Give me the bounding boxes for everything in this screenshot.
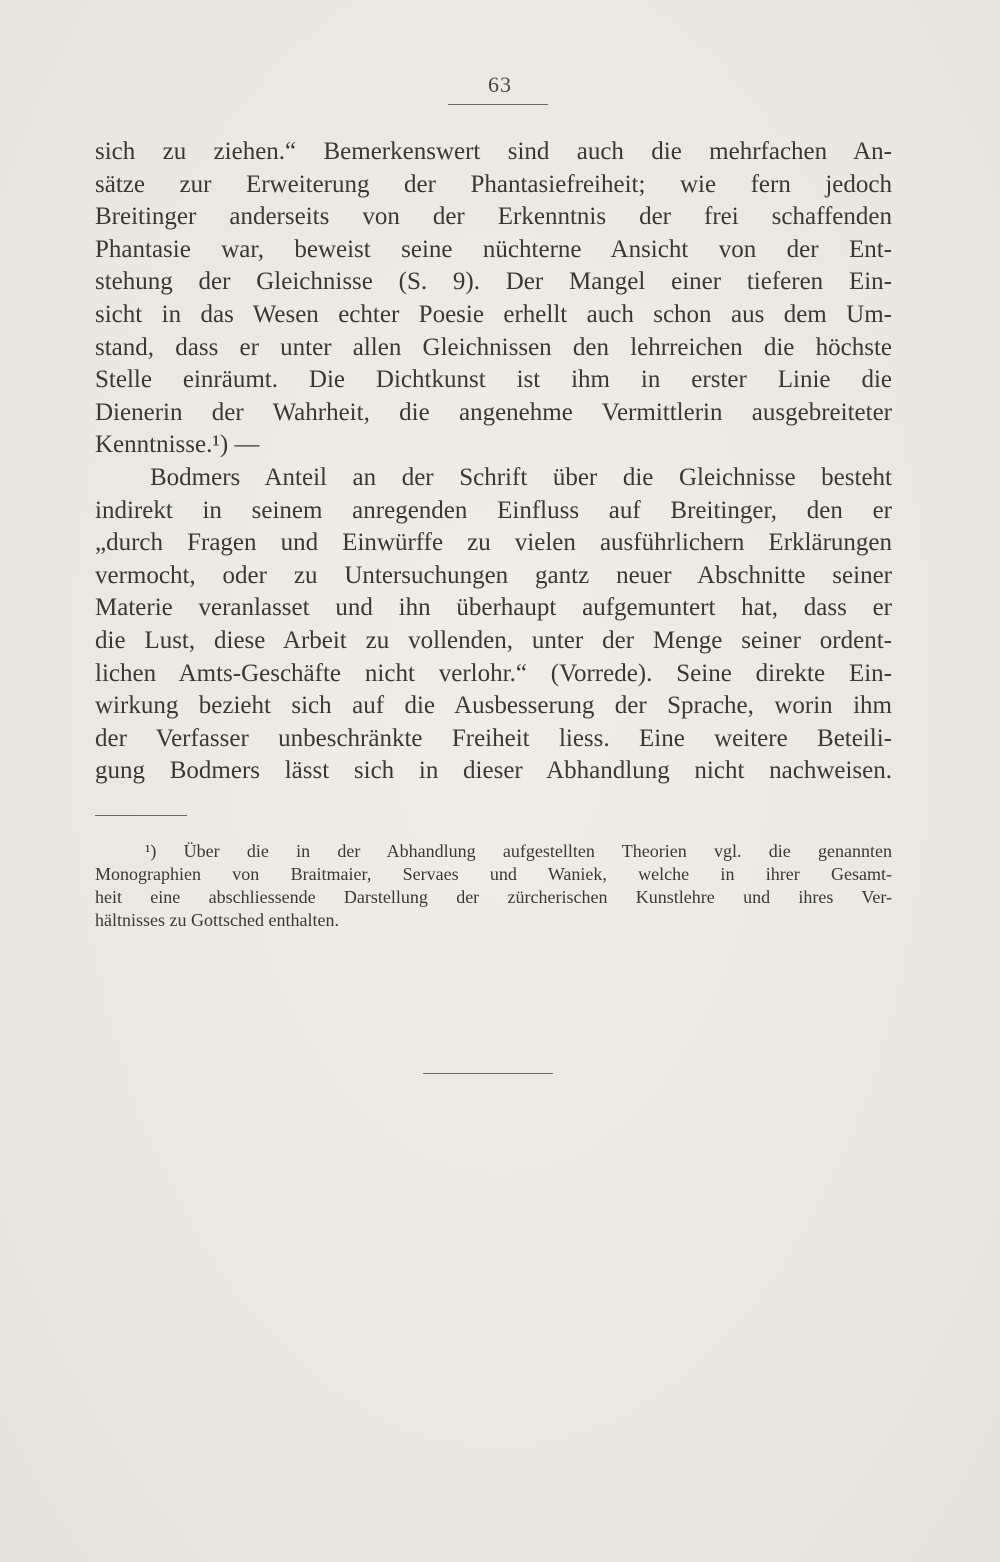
text-line: stand, dass er unter allen Gleichnissen den lehrreichen die höchste [95,333,892,361]
paragraph-1 [95,136,892,462]
text-line: gung Bodmers lässt sich in dieser Abhandlung nicht nachweisen. [95,757,892,785]
text-line: der Verfasser unbeschränkte Freiheit liess. Eine weitere Beteili- [95,724,892,752]
footnote-line: heit eine abschliessende Darstellung der zürcherischen Kunstlehre und ihres Ver- [95,887,892,907]
footnote [95,840,892,932]
text-line: Phantasie war, beweist seine nüchterne Ansicht von der Ent- [95,235,892,263]
text-line: sich zu ziehen.“ Bemerkenswert sind auch die mehrfachen An- [95,138,892,165]
text-line: lichen Amts-Geschäfte nicht verlohr.“ (Vorrede). Seine direkte Ein- [95,659,892,687]
footnote-line: hältnisses zu Gottsched enthalten. [95,910,339,930]
text-line: vermocht, oder zu Untersuchungen gantz neuer Abschnitte seiner [95,561,892,589]
footnote-line: Monographien von Braitmaier, Servaes und Waniek, welche in ihrer Gesamt- [95,864,892,884]
text-line: die Lust, diese Arbeit zu vollenden, unter der Menge seiner ordent- [95,626,892,654]
end-rule [423,1073,553,1074]
text-line: Stelle einräumt. Die Dichtkunst ist ihm in erster Linie die [95,366,892,394]
footnote-rule [95,815,187,816]
text-line: sicht in das Wesen echter Poesie erhellt auch schon aus dem Um- [95,300,892,328]
text-line: „durch Fragen und Einwürffe zu vielen ausführlichern Erklärungen [95,529,892,557]
text-line: sätze zur Erweiterung der Phantasiefreiheit; wie fern jedoch [95,170,892,198]
body-text [95,136,892,788]
text-line: wirkung bezieht sich auf die Ausbesserung der Sprache, worin ihm [95,692,892,720]
footnote-line: ¹) Über die in der Abhandlung aufgestellten Theorien vgl. die genannten [145,841,892,861]
text-line: Materie veranlasset und ihn überhaupt aufgemuntert hat, dass er [95,594,892,622]
paragraph-2 [95,462,892,788]
text-line: indirekt in seinem anregenden Einfluss auf Breitinger, den er [95,496,892,524]
text-line: Dienerin der Wahrheit, die angenehme Vermittlerin ausgebreiteter [95,398,892,426]
page-number: 63 [488,72,512,97]
text-line: Bodmers Anteil an der Schrift über die Gleichnisse besteht [150,463,892,491]
header-rule [448,104,548,105]
text-line: stehung der Gleichnisse (S. 9). Der Mangel einer tieferen Ein- [95,268,892,296]
text-line: Breitinger anderseits von der Erkenntnis der frei schaffenden [95,203,892,231]
text-line: Kenntnisse.¹) — [95,431,260,459]
